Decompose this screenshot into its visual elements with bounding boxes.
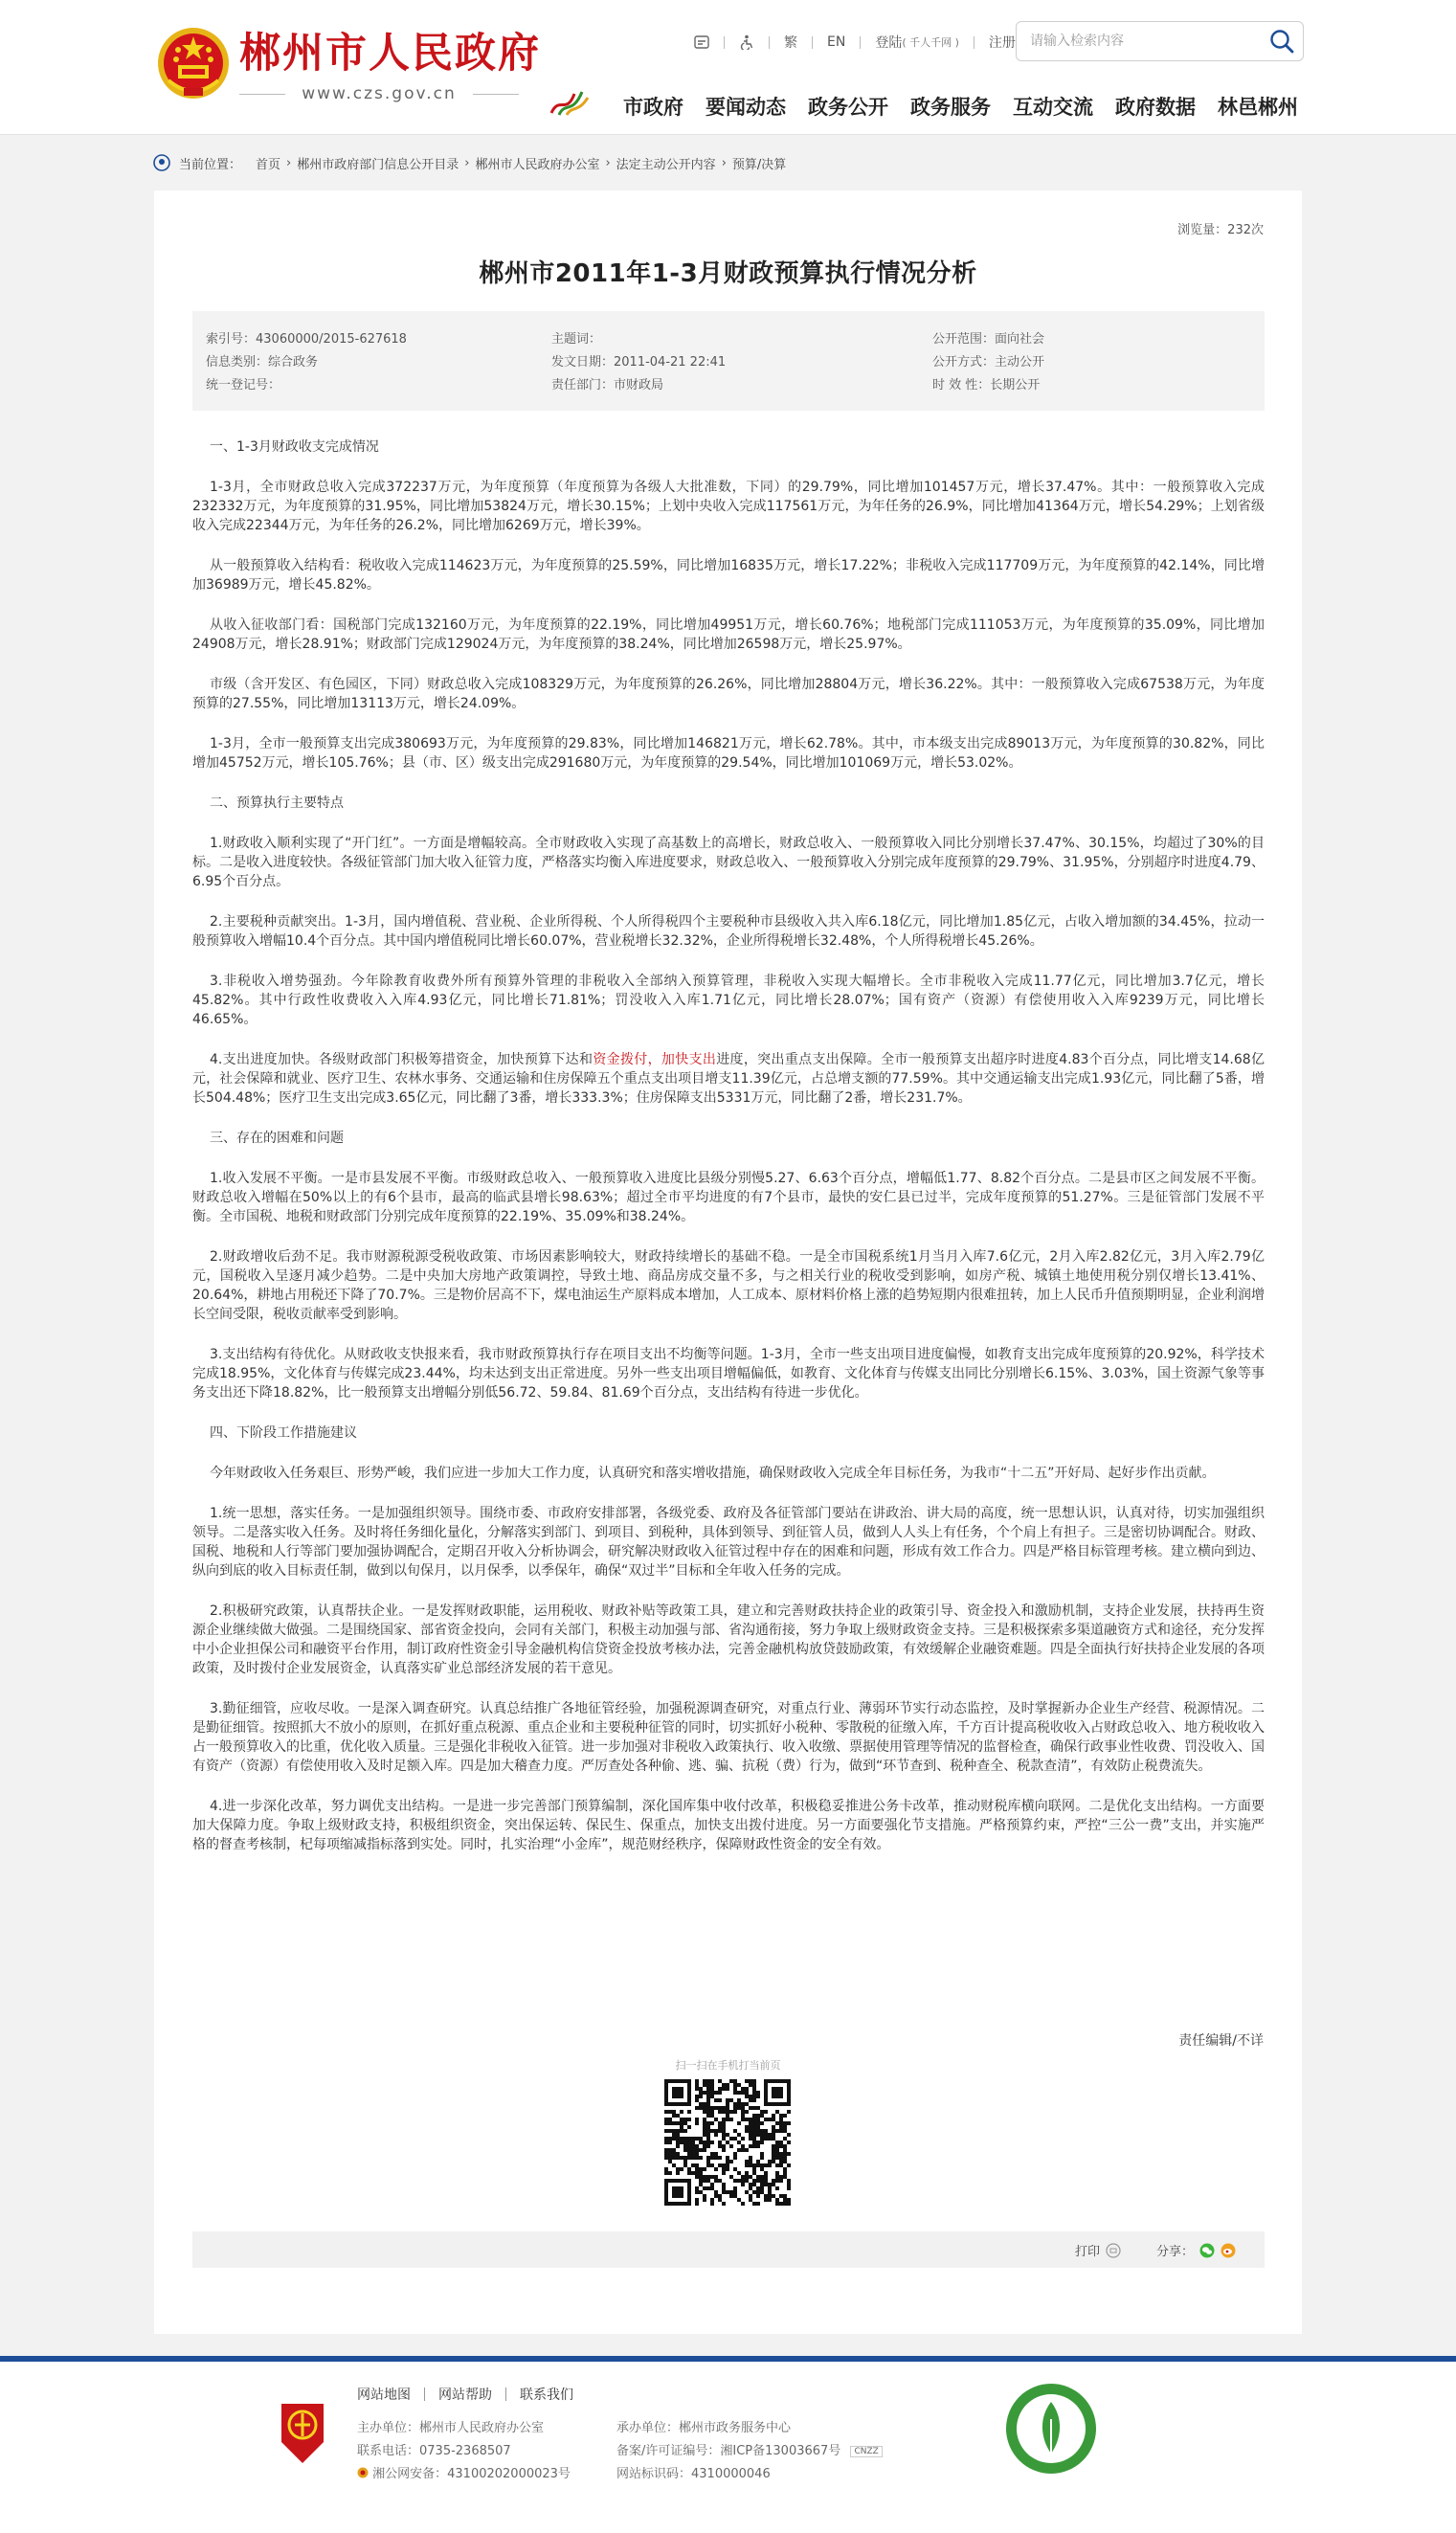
- nav-item-interaction[interactable]: 互动交流: [1013, 96, 1093, 119]
- login-link[interactable]: [875, 33, 959, 52]
- elderly-mode-icon[interactable]: [694, 34, 709, 50]
- toolbar-divider: [812, 36, 813, 49]
- traditional-chinese-link[interactable]: 繁: [784, 35, 797, 51]
- footer-sponsor: 主办单位：郴州市人民政府办公室: [357, 2421, 545, 2435]
- footer-site-code: 网站标识码：4310000046: [616, 2467, 771, 2481]
- meta-scope: 公开范围：面向社会: [932, 332, 1045, 347]
- site-footer: [0, 2356, 1456, 2533]
- location-icon: [153, 154, 170, 171]
- article-paragraph: 1.统一思想，落实任务。一是加强组织领导。围绕市委、市政府安排部署，各级党委、政府及各征管部门要站在讲政治、讲大局的高度，统一思想认识，认真对待，切实加强组织领导。二是落实收入任务。及时将任务细化量化，分解落实到部门、到项目、到税种，具体到领导、到征管人员，做到人人头上有任务，个个肩上有担子。三是密切协调配合。财政、国税、地税和人行等部门要加强协调配合，定期召开收入分析协调会，研究解决财政收入征管过程中存在的困难和问题，形成有效工作合力。四是严格目标管理考核。建立横向到边、纵向到底的收入目标责任制，做到以旬保月，以月保季，以季保年，确保“双过半”目标和全年收入任务的完成。: [192, 1506, 1265, 1579]
- article-paragraph: 从一般预算收入结构看：税收收入完成114623万元，为年度预算的25.59%，同比增加16835万元，增长17.22%；非税收入完成117709万元，为年度预算的42.14%，同比增加36989万元，增长45.82%。: [192, 558, 1265, 593]
- article-paragraph: 2.积极研究政策，认真帮扶企业。一是发挥财政职能，运用税收、财政补贴等政策工具，建立和完善财政扶持企业的政策引导、资金投入和激励机制，支持企业发展，扶持再生资源企业继续做大做强。二是围绕国家、部省资金投向，会同有关部门，积极主动加强与部、省沟通衔接，努力争取上级财政资金支持。三是积极探索多渠道融资方式和途径，充分发挥中小企业担保公司和融资平台作用，制订政府性资金引导金融机构信贷资金投放考核办法，完善金融机构放贷鼓励政策，有效缓解企业融资难题。四是全面执行好扶持企业发展的各项政策，及时拨付企业发展资金，认真落实矿业总部经济发展的若干意见。: [192, 1603, 1265, 1676]
- english-link[interactable]: EN: [827, 34, 846, 50]
- civilized-city-badge-icon[interactable]: [1003, 2381, 1099, 2477]
- weibo-icon[interactable]: [1221, 2243, 1236, 2258]
- cnzz-badge[interactable]: CNZZ: [850, 2446, 882, 2457]
- footer-phone: 联系电话：0735-2368507: [357, 2444, 511, 2458]
- city-logo-icon: [549, 86, 590, 119]
- section-heading: 一、1-3月财政收支完成情况: [210, 439, 379, 455]
- article-title: 郴州市2011年1-3月财政预算执行情况分析: [479, 259, 977, 288]
- login-note: ( 千人千网 ): [902, 36, 959, 49]
- article-paragraph: 4.支出进度加快。各级财政部门积极筹措资金，加快预算下达和资金拨付，加快支出进度，突出重点支出保障。全市一般预算支出超序时进度4.83个百分点，同比增支14.68亿元，社会保障和就业、医疗卫生、农林水事务、交通运输和住房保障五个重点支出项目增支11.39亿元，占总增支额的77.59%。其中交通运输支出完成1.93亿元，同比翻了5番，增长504.48%；医疗卫生支出完成3.65亿元，同比翻了3番，增长333.3%；住房保障支出5331万元，同比翻了2番，增长231.7%。: [192, 1052, 1266, 1106]
- chevron-right-icon: ›: [605, 155, 611, 170]
- footer-police-text[interactable]: 湘公网安备：43100202000023号: [372, 2467, 571, 2481]
- top-toolbar: [694, 33, 1016, 52]
- share-bar: [192, 2231, 1265, 2268]
- breadcrumb-item-office[interactable]: 郴州市人民政府办公室: [475, 157, 600, 172]
- nav-item-government-data[interactable]: 政府数据: [1115, 96, 1196, 119]
- toolbar-divider: [724, 36, 725, 49]
- share-group: [1156, 2241, 1236, 2259]
- article-paragraph: 3.支出结构有待优化。从财政收支快报来看，我市财政预算执行存在项目支出不均衡等问题。1-3月，全市一些支出项目进度偏慢，如教育支出完成年度预算的20.92%，科学技术完成18.95%，文化体育与传媒完成23.44%，均未达到支出正常进度。另外一些支出项目增幅偏低，如教育、文化体育与传媒支出同比分别增长6.15%、3.03%，国土资源气象等事务支出还下降18.82%，比一般预算支出增幅分别低56.72、59.84、81.69个百分点，支出结构有待进一步优化。: [192, 1347, 1265, 1401]
- qr-code-icon: [664, 2079, 791, 2206]
- view-count: 浏览量：232次: [1177, 223, 1264, 237]
- article-paragraph: 1.财政收入顺利实现了“开门红”。一方面是增幅较高。全市财政收入实现了高基数上的高增长，财政总收入、一般预算收入同比分别增长37.47%、30.15%，均超过了30%的目标。二是收入进度较快。各级征管部门加大收入征管力度，严格落实均衡入库进度要求，财政总收入、一般预算收入分别完成年度预算的29.79%、31.95%，分别超序时进度4.79、6.95个百分点。: [192, 836, 1265, 889]
- article-paragraph: 1-3月，全市一般预算支出完成380693万元，为年度预算的29.83%，同比增加146821万元，增长62.78%。其中，市本级支出完成89013万元，为年度预算的30.82%，同比增加45752万元，增长105.76%；县（市、区）级支出完成291680万元，为年度预算的29.54%，同比增加101069万元，增长53.02%。: [192, 736, 1265, 771]
- chevron-right-icon: ›: [721, 155, 727, 170]
- meta-index-no: 索引号：43060000/2015-627618: [206, 332, 407, 347]
- nav-item-linyi-chenzhou[interactable]: 林邑郴州: [1218, 96, 1298, 119]
- meta-category: 信息类别：综合政务: [206, 355, 319, 370]
- search-input[interactable]: [1028, 30, 1262, 53]
- national-emblem-icon[interactable]: [155, 25, 232, 103]
- footer-divider: [424, 2387, 425, 2401]
- footer-link-contact[interactable]: 联系我们: [520, 2387, 573, 2403]
- article-paragraph: 1-3月，全市财政总收入完成372237万元，为年度预算（年度预算为各级人大批准数，下同）的29.79%，同比增加101457万元，增长37.47%。其中：一般预算收入完成232332万元，为年度预算的31.95%，同比增加53824万元，增长30.15%；上划中央收入完成117561万元，为年任务的26.9%，同比增加41364万元，增长54.29%；上划省级收入完成22344万元，为年任务的26.2%，同比增加6269万元，增长39%。: [192, 480, 1265, 533]
- footer-icp-text[interactable]: 备案/许可证编号：湘ICP备13003667号: [616, 2444, 841, 2458]
- party-government-badge-icon[interactable]: [278, 2400, 327, 2467]
- police-badge-icon: [357, 2467, 369, 2478]
- section-heading: 四、下阶段工作措施建议: [210, 1425, 357, 1441]
- meta-subject: 主题词：: [551, 332, 602, 347]
- meta-unified-no: 统一登记号：: [206, 378, 281, 392]
- article-paragraph: 2.主要税种贡献突出。1-3月，国内增值税、营业税、企业所得税、个人所得税四个主要税种市县级收入共入库6.18亿元，同比增加1.85亿元，占收入增加额的34.45%，拉动一般预算收入增幅10.4个百分点。其中国内增值税同比增长60.07%，营业税增长32.32%，企业所得税增长32.48%，个人所得税增长45.26%。: [192, 914, 1265, 949]
- highlighted-text: 资金拨付，加快支出: [593, 1052, 717, 1067]
- nav-item-city-government[interactable]: 市政府: [623, 96, 683, 119]
- footer-link-help[interactable]: 网站帮助: [438, 2387, 492, 2403]
- footer-links: [357, 2385, 573, 2404]
- qr-tip: 扫一扫在手机打当前页: [675, 2059, 781, 2072]
- nav-item-news[interactable]: 要闻动态: [706, 96, 786, 119]
- toolbar-divider: [860, 36, 861, 49]
- printer-icon: [1106, 2243, 1121, 2258]
- breadcrumb-item-home[interactable]: 首页: [256, 157, 281, 172]
- section-heading: 三、存在的困难和问题: [210, 1131, 344, 1146]
- breadcrumb-label: 当前位置：: [179, 157, 242, 172]
- wechat-icon[interactable]: [1199, 2243, 1215, 2258]
- section-heading: 二、预算执行主要特点: [210, 796, 344, 811]
- breadcrumb: [153, 153, 786, 172]
- article-paragraph: 2.财政增收后劲不足。我市财源税源受税收政策、市场因素影响较大，财政持续增长的基础不稳。一是全市国税系统1月当月入库7.6亿元，2月入库2.82亿元，3月入库2.79亿元，国税收入呈逐月减少趋势。二是中央加大房地产政策调控，导致土地、商品房成交量不多，与之相关行业的税收受到影响，如房产税、城镇土地使用税分别仅增长13.41%、20.64%，耕地占用税还下降了70.7%。三是物价居高不下，煤电油运生产原料成本增加，人工成本、原材料价格上涨的趋势短期内很难扭转，加上人民币升值预期明显，企业利润增长空间受限，税收贡献率受到影响。: [192, 1249, 1265, 1322]
- main-nav: [623, 92, 1298, 121]
- breadcrumb-item-budget[interactable]: 预算/决算: [731, 157, 787, 172]
- article-paragraph: 从收入征收部门看：国税部门完成132160万元，为年度预算的22.19%，同比增加49951万元，增长60.76%；地税部门完成111053万元，为年度预算的35.09%，同比增加24908万元，增长28.91%；财政部门完成129024万元，为年度预算的38.24%，同比增加26598万元，增长25.97%。: [192, 617, 1265, 652]
- article-paragraph: 3.非税收入增势强劲。今年除教育收费外所有预算外管理的非税收入全部纳入预算管理，非税收入实现大幅增长。全市非税收入完成11.77亿元，同比增加3.7亿元，增长45.82%。其中行政性收费收入入库4.93亿元，同比增长71.81%；罚没收入入库1.71亿元，同比增长28.07%；国有资产（资源）有偿使用收入入库9239万元，同比增长46.65%。: [192, 974, 1265, 1027]
- footer-organizer: 承办单位：郴州市政务服务中心: [616, 2421, 792, 2435]
- chevron-right-icon: ›: [286, 155, 292, 170]
- article-paragraph: 4.进一步深化改革，努力调优支出结构。一是进一步完善部门预算编制，深化国库集中收付改革，积极稳妥推进公务卡改革，推动财税库横向联网。二是优化支出结构。一方面要加大保障力度。争取上级财政支持，积极组织资金，突出保运转、保民生、保重点，加快支出拨付进度。另一方面要强化节支措施。严格预算约束，严控“三公一费”支出，并实施严格的督查考核制，杞每项缩减指标落到实处。同时，扎实治理“小金库”，规范财经秩序，保障财政性资金的安全有效。: [192, 1799, 1265, 1852]
- article-card: [154, 191, 1302, 2334]
- register-link[interactable]: 注册: [988, 35, 1016, 51]
- nav-item-government-services[interactable]: 政务服务: [910, 96, 991, 119]
- meta-publish-date: 发文日期：2011-04-21 22:41: [551, 355, 727, 370]
- meta-dept: 责任部门：市财政局: [551, 378, 664, 392]
- footer-divider: [505, 2387, 506, 2401]
- nav-item-government-affairs-disclosure[interactable]: 政务公开: [808, 96, 888, 119]
- toolbar-divider: [769, 36, 770, 49]
- share-label: 分享：: [1155, 2245, 1194, 2259]
- print-button[interactable]: [1075, 2241, 1121, 2259]
- chevron-right-icon: ›: [464, 155, 470, 170]
- article-paragraph: 1.收入发展不平衡。一是市县发展不平衡。市级财政总收入、一般预算收入进度比县级分别慢5.27、6.63个百分点，增幅低1.77、8.82个百分点。二是县市区之间发展不平衡。财政总收入增幅在50%以上的有6个县市，最高的临武县增长98.63%；超过全市平均进度的有7个县市，最快的安仁县已过半，完成年度预算的51.27%。三是征管部门发展不平衡。全市国税、地税和财政部门分别完成年度预算的22.19%、35.09%和38.24%。: [192, 1171, 1265, 1224]
- search-box: [1016, 21, 1304, 61]
- responsible-editor: 责任编辑/不详: [1178, 2033, 1264, 2049]
- breadcrumb-item-statutory[interactable]: 法定主动公开内容: [616, 157, 716, 172]
- breadcrumb-item-catalog[interactable]: 郴州市政府部门信息公开目录: [297, 157, 459, 172]
- footer-link-sitemap[interactable]: 网站地图: [357, 2387, 411, 2403]
- footer-icp: [616, 2440, 883, 2458]
- site-url: www.czs.gov.cn: [239, 84, 519, 103]
- print-label: 打印: [1074, 2245, 1100, 2259]
- site-header: [0, 0, 1456, 135]
- article-meta-box: [192, 311, 1265, 411]
- article-body: [192, 437, 1265, 1875]
- article-paragraph: 3.勤征细管，应收尽收。一是深入调查研究。认真总结推广各地征管经验，加强税源调查研究，对重点行业、薄弱环节实行动态监控，及时掌握新办企业生产经营、税源情况。二是勤征细管。按照抓大不放小的原则，在抓好重点税源、重点企业和主要税种征管的同时，切实抓好小税种、零散税的征缴入库，千方百计提高税收收入占财政总收入、地方税收收入占一般预算收入的比重，优化收入质量。三是强化非税收入征管。进一步加强对非税收入政策执行、收入收缴、票据使用管理等情况的监督检查，确保行政事业性收费、罚没收入、国有资产（资源）有偿使用收入及时足额入库。四是加大稽查力度。严厉查处各种偷、逃、骗、抗税（费）行为，做到“环节查到、税种查全、税款查清”，有效防止税费流失。: [192, 1701, 1265, 1774]
- login-label: 登陆: [875, 35, 903, 51]
- article-paragraph: 市级（含开发区、有色园区，下同）财政总收入完成108329万元，为年度预算的26.26%，同比增加28804万元，增长36.22%。其中：一般预算收入完成67538万元，为年度预算的27.55%，同比增加13113万元，增长24.09%。: [192, 677, 1265, 711]
- article-paragraph: 今年财政收入任务艰巨、形势严峻，我们应进一步加大工作力度，认真研究和落实增收措施，确保财政收入完成全年目标任务，为我市“十二五”开好局、起好步作出贡献。: [210, 1466, 1216, 1481]
- meta-validity: 时 效 性：长期公开: [932, 378, 1041, 392]
- search-icon[interactable]: [1268, 28, 1295, 55]
- footer-police: [357, 2463, 571, 2481]
- meta-method: 公开方式：主动公开: [932, 355, 1045, 370]
- accessibility-icon[interactable]: [739, 34, 754, 50]
- site-name[interactable]: 郴州市人民政府: [239, 30, 541, 78]
